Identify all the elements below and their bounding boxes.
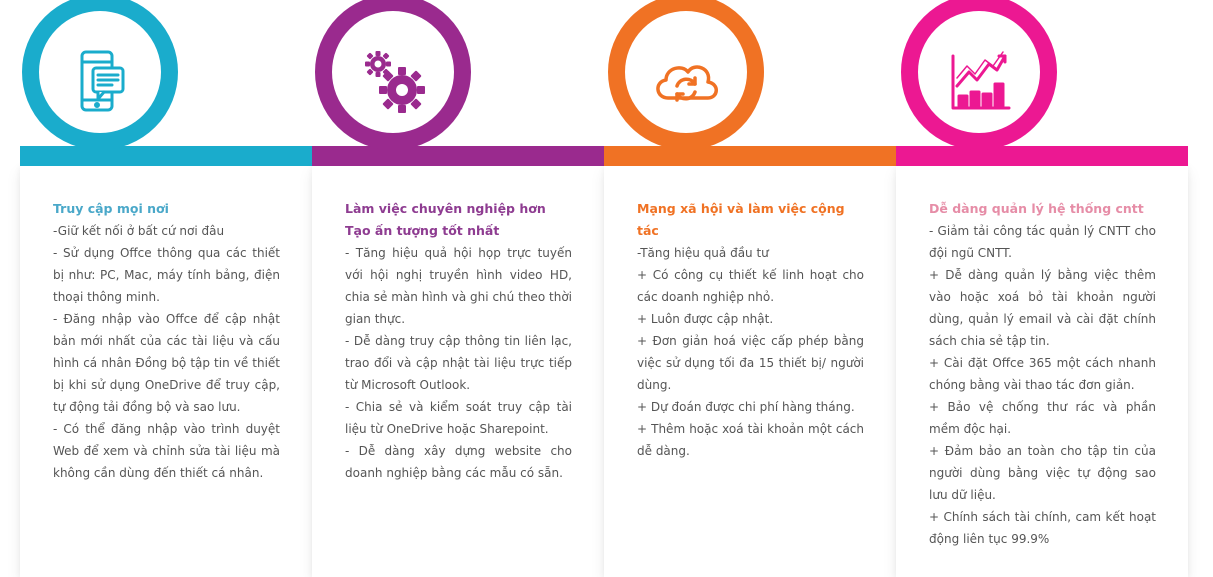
color-band [604,146,896,166]
feature-text [345,198,572,484]
feature-column-professional-work [312,0,604,577]
growth-chart-icon [939,42,1019,122]
feature-line: + Dự đoán được chi phí hàng tháng. [637,400,855,414]
feature-text [637,198,864,462]
feature-line: + Thêm hoặc xoá tài khoản một cách dễ dàng. [637,422,864,458]
feature-line: - Đăng nhập vào Offce để cập nhật bản mới nhất của các tài liệu và cấu hình cá nhân Đồng bộ tập tin về thiết bị khi sử dụng OneDrive để truy cập, tự động tải đồng bộ và sao lưu. [53,312,280,414]
feature-line: -Giữ kết nối ở bất cứ nơi đâu [53,224,225,238]
color-band [20,146,312,166]
cloud-sync-icon [646,42,726,122]
color-band [896,146,1188,166]
feature-title: Truy cập mọi nơi [53,201,169,216]
feature-line: - Chia sẻ và kiểm soát truy cập tài liệu từ OneDrive hoặc Sharepoint. [345,400,572,436]
feature-line: - Có thể đăng nhập vào trình duyệt Web để xem và chỉnh sửa tài liệu mà không cần dùng đến thiết cá nhân. [53,422,280,480]
feature-line: - Dễ dàng truy cập thông tin liên lạc, trao đổi và cập nhật tài liệu trực tiếp từ Microsoft Outlook. [345,334,572,392]
gears-icon [356,42,436,122]
feature-line: + Dễ dàng quản lý bằng việc thêm vào hoặc xoá bỏ tài khoản người dùng, quản lý email và cài đặt chính sách chia sẻ tập tin. [929,268,1156,348]
feature-line: - Giảm tải công tác quản lý CNTT cho đội ngũ CNTT. [929,224,1156,260]
feature-text [929,198,1156,550]
feature-column-it-management [896,0,1188,577]
feature-title: Làm việc chuyên nghiệp hơn Tạo ấn tượng tốt nhất [345,201,546,238]
feature-line: - Sử dụng Offce thông qua các thiết bị như: PC, Mac, máy tính bảng, điện thoại thông minh. [53,246,280,304]
feature-line: + Bảo vệ chống thư rác và phần mềm độc hại. [929,400,1156,436]
feature-line: + Cài đặt Offce 365 một cách nhanh chóng bằng vài thao tác đơn giản. [929,356,1156,392]
smartphone-message-icon [60,42,140,122]
feature-title: Mạng xã hội và làm việc cộng tác [637,201,845,238]
feature-column-social-collaboration [604,0,896,577]
feature-line: - Tăng hiệu quả hội họp trực tuyến với hội nghị truyền hình video HD, chia sẻ màn hình và ghi chú theo thời gian thực. [345,246,572,326]
feature-column-access-anywhere [20,0,312,577]
feature-title: Dễ dàng quản lý hệ thống cntt [929,201,1144,216]
feature-text [53,198,280,484]
feature-line: + Đơn giản hoá việc cấp phép bằng việc sử dụng tối đa 15 thiết bị/ người dùng. [637,334,864,392]
feature-line: + Luôn được cập nhật. [637,312,774,326]
feature-line: -Tăng hiệu quả đầu tư [637,246,769,260]
feature-line: - Dễ dàng xây dựng website cho doanh nghiệp bằng các mẫu có sẵn. [345,444,572,480]
feature-line: + Chính sách tài chính, cam kết hoạt động liên tục 99.9% [929,510,1156,546]
feature-line: + Đảm bảo an toàn cho tập tin của người dùng bằng việc tự động sao lưu dữ liệu. [929,444,1156,502]
color-band [312,146,604,166]
feature-line: + Có công cụ thiết kế linh hoạt cho các doanh nghiệp nhỏ. [637,268,864,304]
